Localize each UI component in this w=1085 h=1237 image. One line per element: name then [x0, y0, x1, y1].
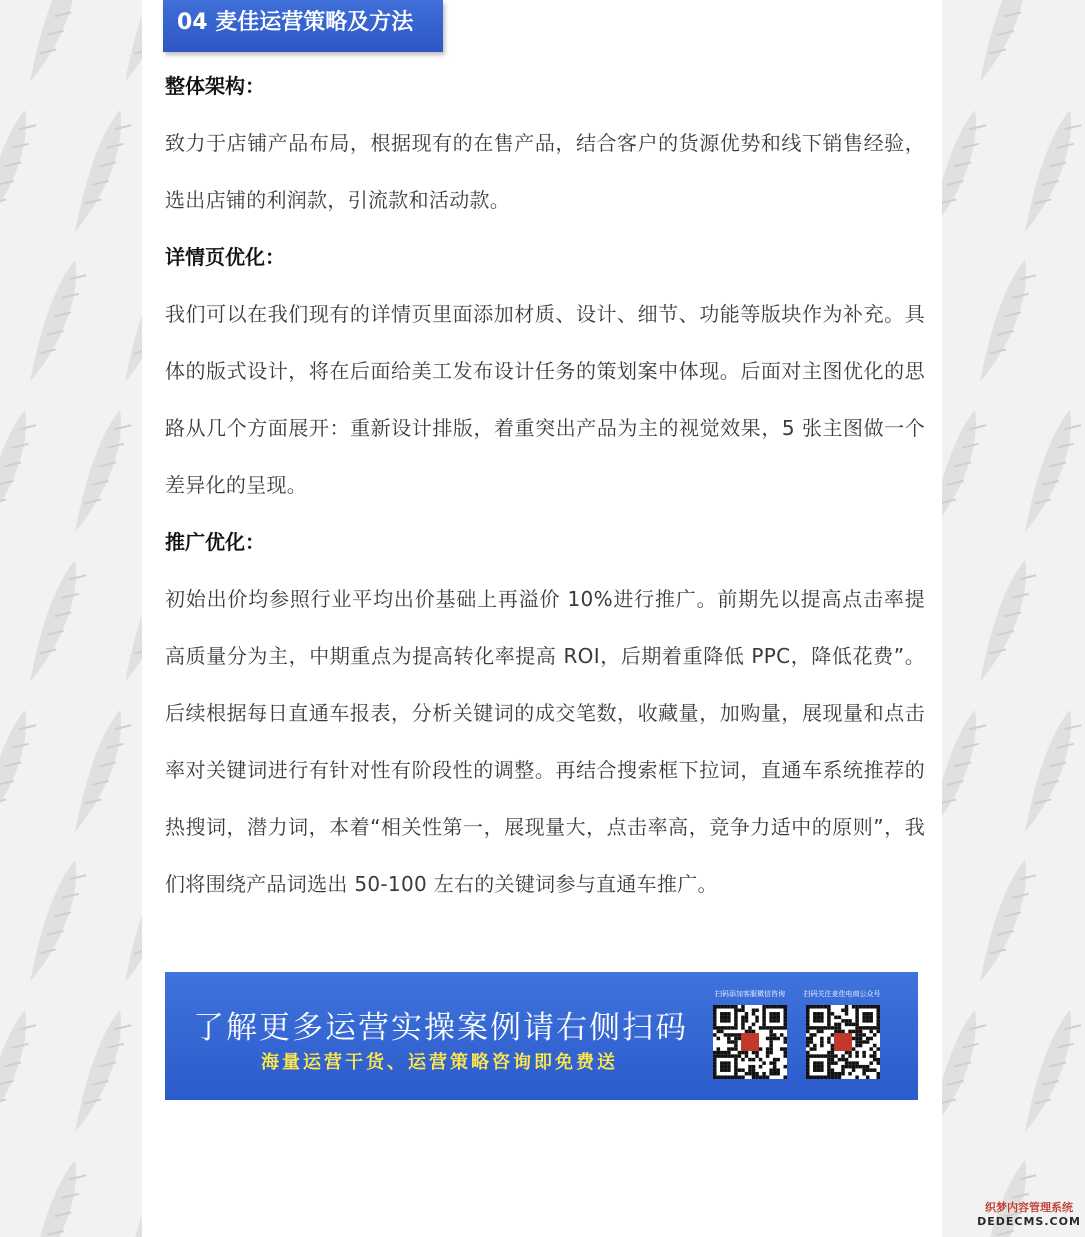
watermark-line1: 织梦内容管理系统	[985, 1201, 1073, 1214]
section-title: 04 麦佳运营策略及方法	[177, 10, 414, 35]
qr-pattern-icon	[806, 1005, 880, 1079]
paragraph-architecture: 致力于店铺产品布局，根据现有的在售产品，结合客户的货源优势和线下销售经验，选出店铺的利润款，引流款和活动款。	[165, 131, 925, 212]
qr-pattern-icon	[713, 1005, 787, 1079]
heading-detail-page: 详情页优化：	[165, 245, 285, 269]
heading-promotion: 推广优化：	[165, 530, 265, 554]
banner-subtitle: 海量运营干货、运营策略咨询即免费送	[261, 1052, 618, 1073]
paragraph-promotion: 初始出价均参照行业平均出价基础上再溢价 10%进行推广。前期先以提高点击率提高质量分为主，中期重点为提高转化率提高 ROI，后期着重降低 PPC，降低花费”。后续根据每日直通车报表，分析关键词的成交笔数，收藏量，加购量，展现量和点击率对关键词进行有针对性有阶段性的调整。再结合搜索框下拉词，直通车系统推荐的热搜词，潜力词，本着“相关性第一，展现量大，点击率高，竞争力适中的原则”，我们将围绕产品词选出 50-100 左右的关键词参与直通车推广。	[165, 587, 925, 896]
promo-banner[interactable]	[165, 972, 918, 1100]
qr-caption-official-account: 扫码关注麦佳电商公众号	[803, 990, 881, 998]
qr-code-service[interactable]	[713, 1005, 787, 1079]
section-header	[163, 0, 443, 52]
document-body	[165, 58, 925, 913]
watermark-line2: DEDECMS.COM	[977, 1215, 1081, 1228]
paragraph-detail-page: 我们可以在我们现有的详情页里面添加材质、设计、细节、功能等版块作为补充。具体的版式设计，将在后面给美工发布设计任务的策划案中体现。后面对主图优化的思路从几个方面展开：重新设计排版，着重突出产品为主的视觉效果，5 张主图做一个差异化的呈现。	[165, 302, 925, 497]
qr-caption-service: 扫码添加客服微信咨询	[715, 990, 785, 998]
banner-title: 了解更多运营实操案例请右侧扫码	[193, 1010, 688, 1046]
qr-code-official-account[interactable]	[806, 1005, 880, 1079]
heading-architecture: 整体架构：	[165, 74, 265, 98]
site-watermark	[975, 1200, 1083, 1232]
